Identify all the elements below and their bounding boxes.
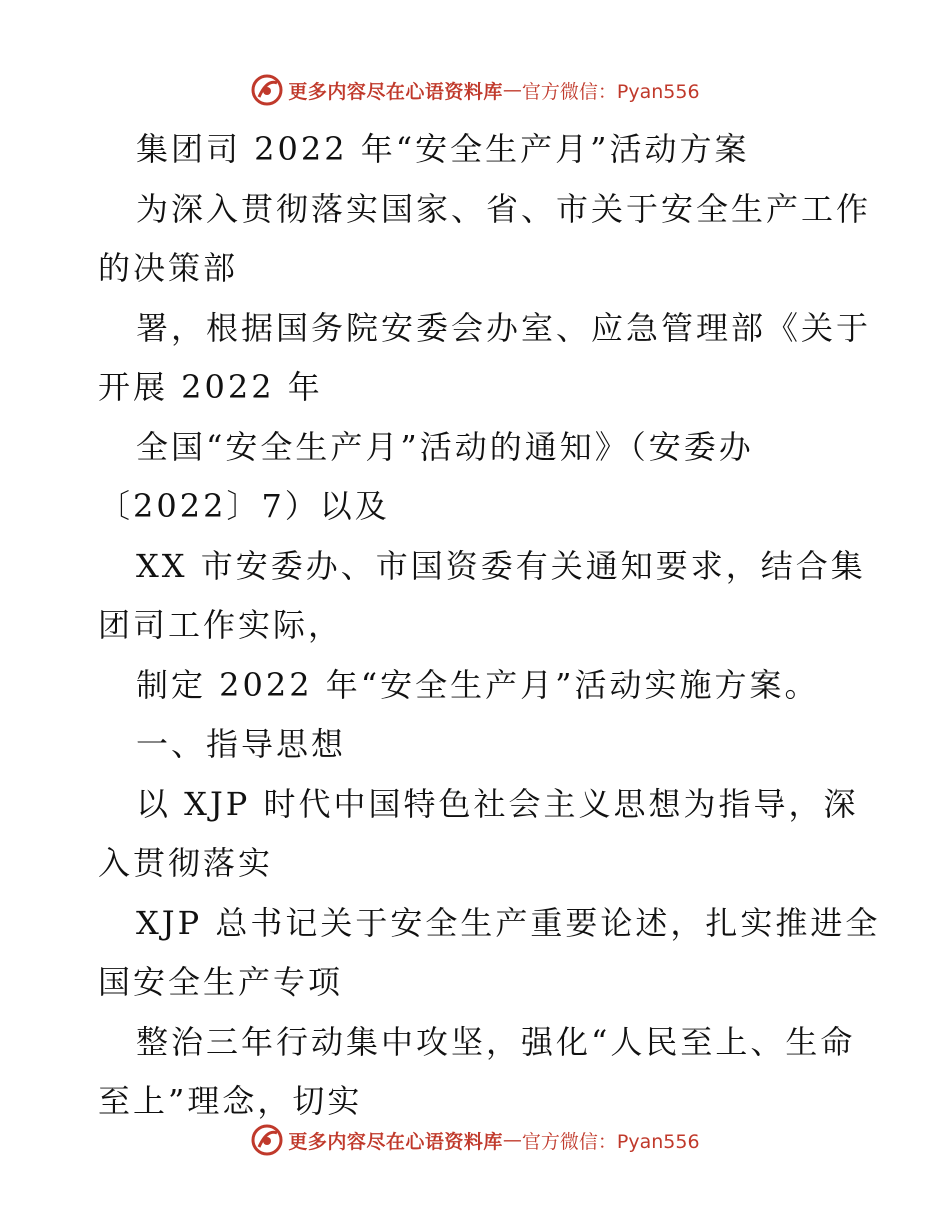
watermark-brand: 更多内容尽在心语资料库	[288, 1130, 503, 1153]
watermark-separator: —	[502, 79, 522, 101]
doc-line: 至上”理念，切实	[98, 1082, 363, 1120]
brand-logo-icon	[250, 73, 284, 107]
doc-line: 署，根据国务院安委会办室、应急管理部《关于	[136, 308, 872, 347]
document-body	[98, 120, 881, 1132]
doc-line: 制定 2022 年“安全生产月”活动实施方案。	[136, 665, 820, 704]
section-heading: 一、指导思想	[136, 725, 347, 763]
doc-line: 国安全生产专项	[98, 963, 344, 1001]
doc-line: 以 XJP 时代中国特色社会主义思想为指导，深	[136, 784, 859, 823]
footer-watermark	[0, 1120, 950, 1160]
doc-line: 入贯彻落实	[98, 844, 274, 882]
watermark-contact: 官方微信：Pyan556	[521, 80, 700, 103]
doc-line: 〔2022〕7）以及	[98, 487, 390, 525]
watermark-contact: 官方微信：Pyan556	[521, 1130, 700, 1153]
watermark-brand: 更多内容尽在心语资料库	[288, 80, 503, 103]
header-watermark	[0, 70, 950, 110]
doc-line: 团司工作实际，	[98, 606, 344, 644]
watermark-separator: —	[502, 1129, 522, 1151]
doc-line: 的决策部	[98, 249, 239, 287]
doc-line: 为深入贯彻落实国家、省、市关于安全生产工作	[136, 189, 872, 228]
doc-line: 全国“安全生产月”活动的通知》（安委办	[136, 427, 754, 466]
doc-line: 整治三年行动集中攻坚，强化“人民至上、生命	[136, 1022, 856, 1061]
doc-line: 开展 2022 年	[98, 368, 323, 406]
doc-line: 集团司 2022 年“安全生产月”活动方案	[136, 130, 750, 168]
brand-logo-icon	[250, 1123, 284, 1157]
doc-line: XJP 总书记关于安全生产重要论述，扎实推进全	[136, 903, 881, 942]
doc-line: XX 市安委办、市国资委有关通知要求，结合集	[136, 546, 866, 585]
